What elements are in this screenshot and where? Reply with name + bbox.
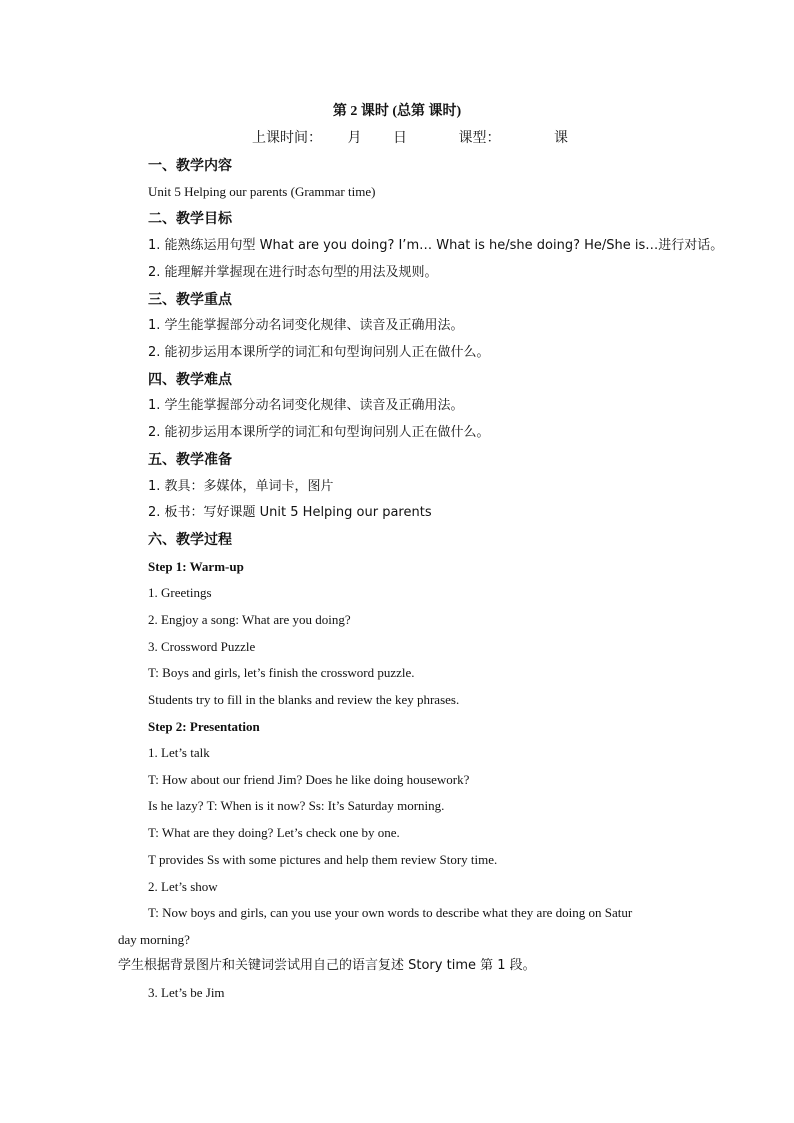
process-line: 3. Let’s be Jim: [148, 985, 225, 1000]
process-line: T: Now boys and girls, can you use your own words to describe what they are doing on Satur: [148, 905, 633, 920]
section-heading: 三、教学重点: [148, 292, 232, 308]
list-item: 1. 学生能掌握部分动名词变化规律、读音及正确用法。: [148, 398, 464, 413]
list-item: 1. 能熟练运用句型 What are you doing? I’m… What is he/she doing? He/She is…进行对话。: [148, 238, 724, 253]
process-line: T: Boys and girls, let’s finish the crossword puzzle.: [148, 665, 415, 680]
process-line: 1. Let’s talk: [148, 745, 210, 760]
section-heading: 一、教学内容: [148, 158, 232, 174]
list-item: 1. 学生能掌握部分动名词变化规律、读音及正确用法。: [148, 318, 464, 333]
type-suffix: 课: [554, 131, 568, 146]
process-line: T: What are they doing? Let’s check one by one.: [148, 825, 400, 840]
lesson-title: 第 2 课时 (总第 课时): [332, 104, 462, 119]
lesson-meta: [252, 131, 568, 147]
list-item: 2. 板书：写好课题 Unit 5 Helping our parents: [148, 505, 432, 520]
type-label: 课型：: [458, 131, 501, 146]
process-line: Is he lazy? T: When is it now? Ss: It’s Saturday morning.: [148, 798, 445, 813]
section-heading: 五、教学准备: [148, 452, 232, 468]
list-item: 2. 能初步运用本课所学的词汇和句型询问别人正在做什么。: [148, 425, 490, 440]
date-label: 上课时间：: [252, 131, 322, 146]
list-item: 2. 能初步运用本课所学的词汇和句型询问别人正在做什么。: [148, 345, 490, 360]
process-line: Students try to fill in the blanks and review the key phrases.: [148, 692, 460, 707]
day-label: 日: [393, 131, 407, 146]
process-line: 3. Crossword Puzzle: [148, 639, 256, 654]
process-line: T: How about our friend Jim? Does he like doing housework?: [148, 772, 470, 787]
list-item: 1. 教具：多媒体，单词卡，图片: [148, 479, 334, 494]
month-label: 月: [347, 131, 362, 146]
list-item: 2. 能理解并掌握现在进行时态句型的用法及规则。: [148, 265, 438, 280]
section-heading: 二、教学目标: [148, 211, 232, 227]
section-heading: 六、教学过程: [148, 532, 232, 548]
process-line: 2. Engjoy a song: What are you doing?: [148, 612, 351, 627]
step-heading: Step 2: Presentation: [148, 719, 260, 734]
step-heading: Step 1: Warm-up: [148, 559, 244, 574]
process-line: 2. Let’s show: [148, 879, 218, 894]
process-line: T provides Ss with some pictures and help them review Story time.: [148, 852, 498, 867]
process-line: 1. Greetings: [148, 585, 212, 600]
section-heading: 四、教学难点: [148, 372, 232, 388]
process-line: day morning?: [118, 932, 190, 947]
process-line: 学生根据背景图片和关键词尝试用自己的语言复述 Story time 第 1 段。: [118, 958, 536, 973]
section-text: Unit 5 Helping our parents (Grammar time): [148, 184, 376, 199]
